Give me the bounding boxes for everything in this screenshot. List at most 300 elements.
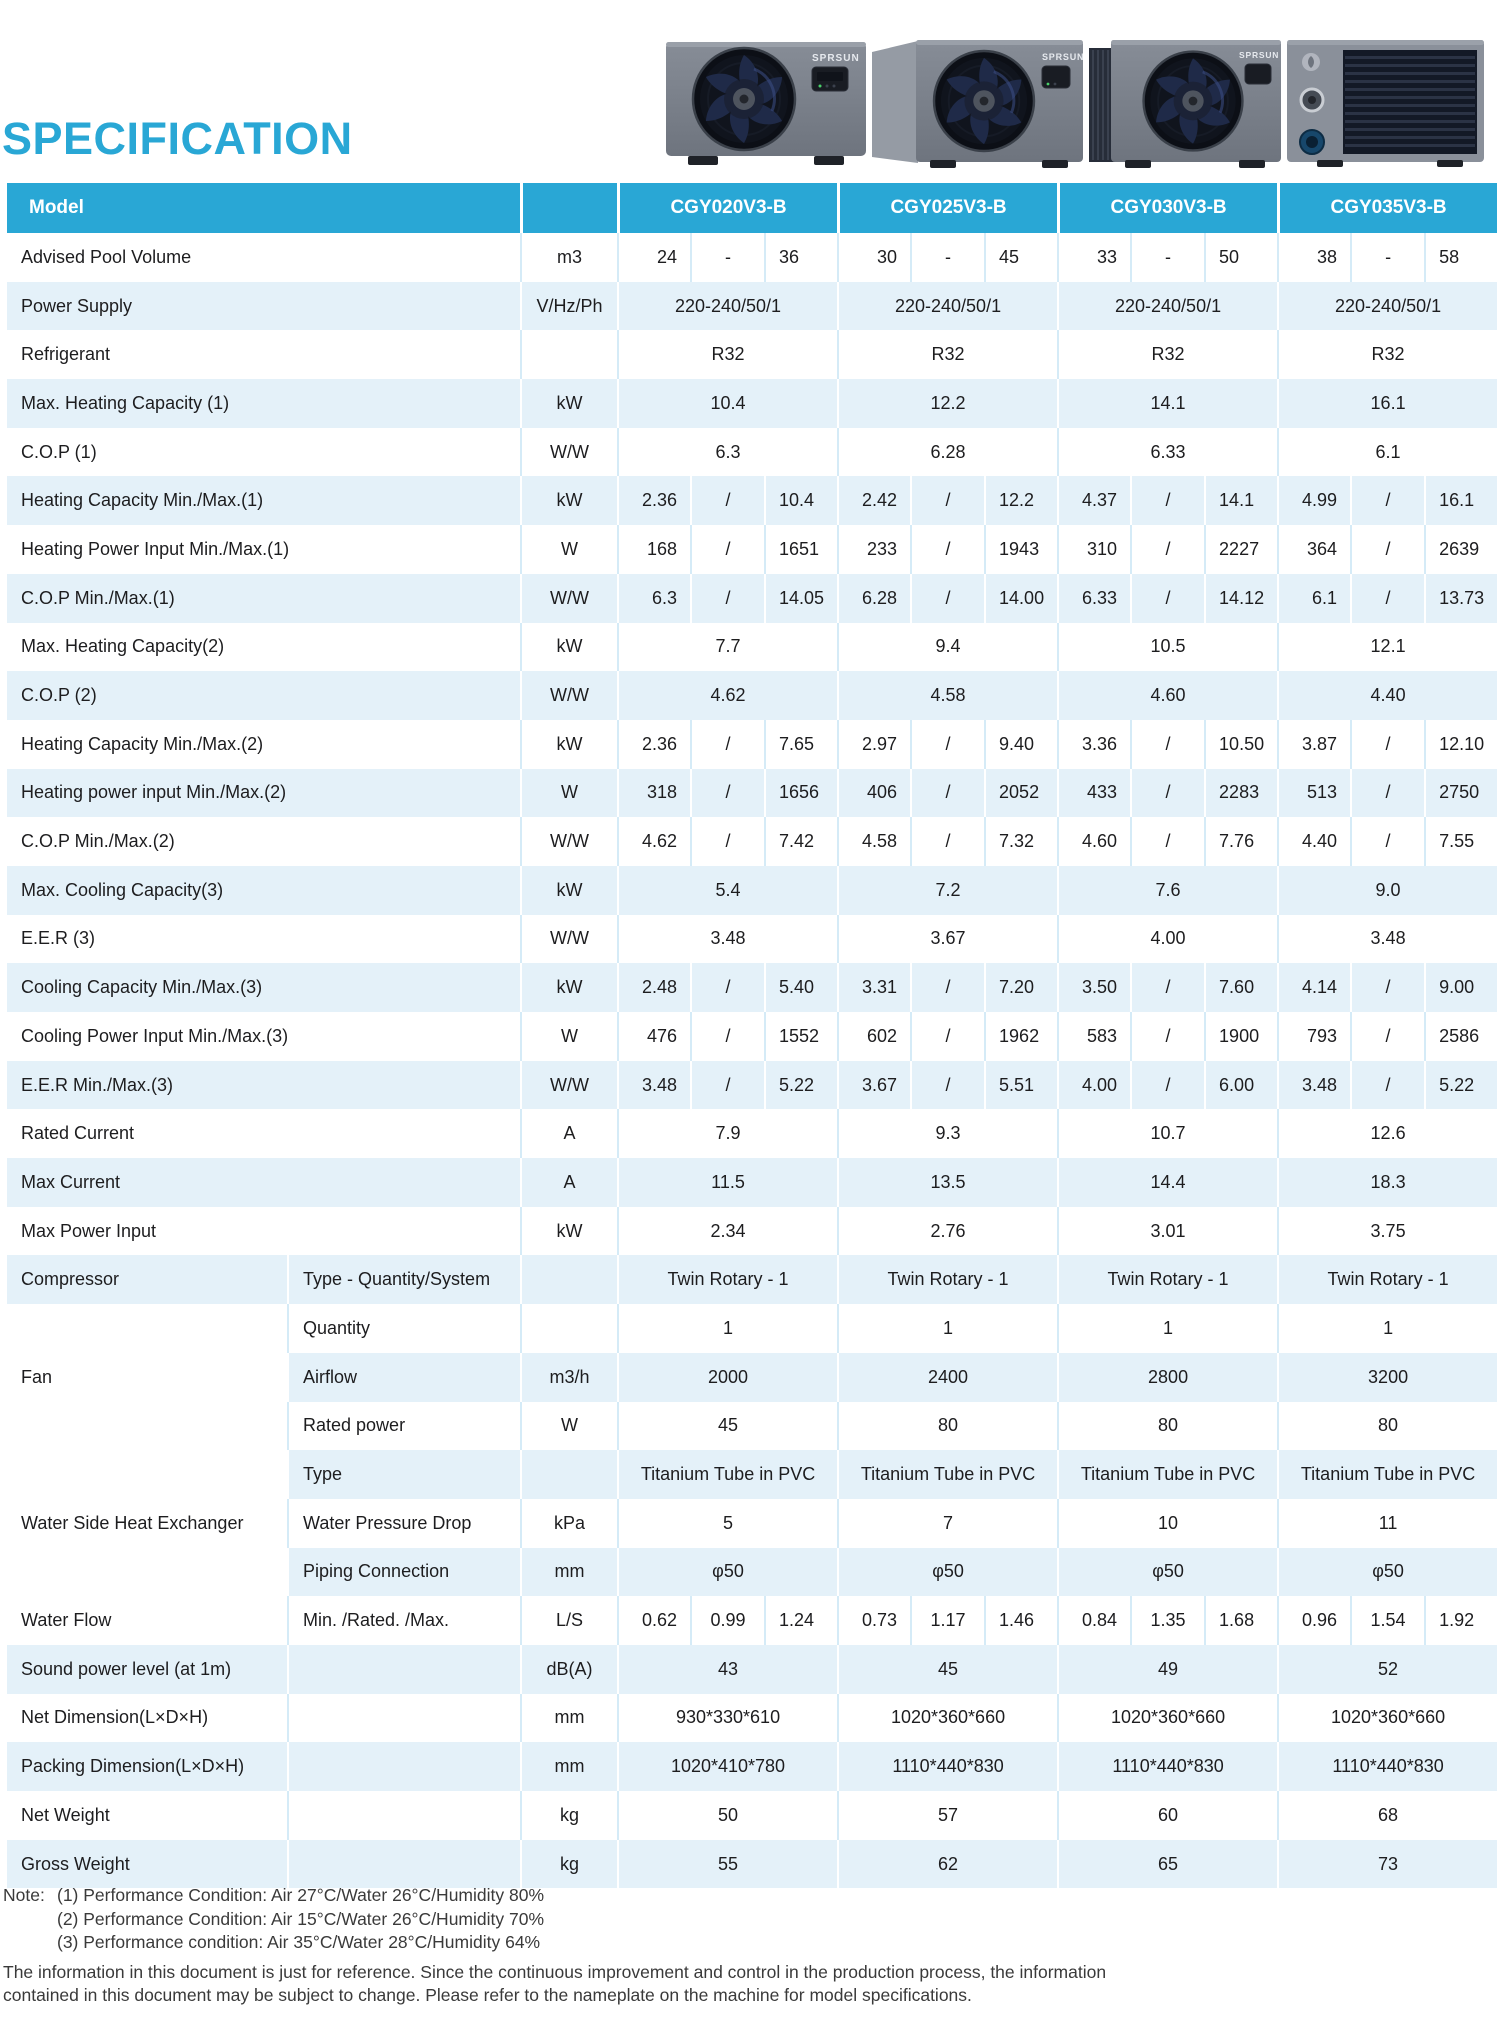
brand-logo: SPRSUN [1239, 50, 1280, 60]
value-cell: 3200 [1277, 1353, 1497, 1402]
table-row [7, 623, 1497, 672]
value-cell: 1020*360*660 [837, 1694, 1057, 1743]
value-max: 1656 [764, 769, 837, 818]
value-min: 30 [837, 233, 910, 282]
value-cell: 1110*440*830 [1277, 1742, 1497, 1791]
unit-cell: W [520, 1402, 617, 1451]
value-min: 2.36 [617, 476, 690, 525]
value-cell: 930*330*610 [617, 1694, 837, 1743]
value-max: 7.42 [764, 817, 837, 866]
row-label: Heating Capacity Min./Max.(1) [21, 490, 264, 511]
disclaimer-line-2: contained in this document may be subject to change. Please refer to the nameplate on the machine for model specifications. [3, 1985, 972, 2005]
value-min: 0.62 [617, 1596, 690, 1645]
value-cell: 2000 [617, 1353, 837, 1402]
value-cell: 1110*440*830 [1057, 1742, 1277, 1791]
value-min: 310 [1057, 525, 1130, 574]
unit-cell [520, 1304, 617, 1353]
value-max: 7.65 [764, 720, 837, 769]
unit-cell: L/S [520, 1596, 617, 1645]
value-sep: / [1350, 1061, 1424, 1110]
value-cell: 10.7 [1057, 1109, 1277, 1158]
value-max: 1651 [764, 525, 837, 574]
row-sublabel: Type [287, 1450, 520, 1499]
row-label: Advised Pool Volume [21, 246, 192, 267]
row-label: Power Supply [21, 295, 133, 316]
value-min: 433 [1057, 769, 1130, 818]
value-cell: 68 [1277, 1791, 1497, 1840]
unit-cell: V/Hz/Ph [520, 282, 617, 331]
value-cell: 80 [1057, 1402, 1277, 1451]
table-header-row [7, 183, 1497, 233]
value-cell: 50 [617, 1791, 837, 1840]
table-row [7, 1742, 1497, 1791]
value-cell: 6.3 [617, 428, 837, 477]
note-label: Note: [3, 1885, 45, 1905]
value-max: 7.20 [984, 963, 1057, 1012]
value-min: 2.42 [837, 476, 910, 525]
value-max: 1.46 [984, 1596, 1057, 1645]
row-label: Net Dimension(L×D×H) [21, 1707, 209, 1728]
table-row [7, 1012, 1497, 1061]
value-cell: 12.6 [1277, 1109, 1497, 1158]
value-min: 168 [617, 525, 690, 574]
value-cell: 3.01 [1057, 1207, 1277, 1256]
value-min: 6.33 [1057, 574, 1130, 623]
column-header-model: Model [7, 183, 520, 233]
value-sep: - [1350, 233, 1424, 282]
value-max: 6.00 [1204, 1061, 1277, 1110]
unit-cell: kW [520, 379, 617, 428]
value-max: 1943 [984, 525, 1057, 574]
unit-cell: mm [520, 1694, 617, 1743]
value-min: 2.48 [617, 963, 690, 1012]
value-cell: R32 [837, 330, 1057, 379]
value-cell: 7.2 [837, 866, 1057, 915]
row-label: Rated Current [21, 1123, 135, 1144]
note-line-1: (1) Performance Condition: Air 27°C/Water 26°C/Humidity 80% [57, 1885, 545, 1905]
row-label: E.E.R (3) [21, 928, 96, 949]
value-sep: / [690, 720, 764, 769]
row-label: Max. Cooling Capacity(3) [21, 879, 224, 900]
column-header-model-3: CGY030V3-B [1057, 183, 1277, 233]
value-sep: / [910, 963, 984, 1012]
value-min: 4.60 [1057, 817, 1130, 866]
unit-cell: W [520, 525, 617, 574]
row-label: Cooling Power Input Min./Max.(3) [21, 1025, 289, 1046]
row-label: C.O.P (1) [21, 441, 97, 462]
value-sep: / [910, 476, 984, 525]
value-cell: Twin Rotary - 1 [837, 1255, 1057, 1304]
value-max: 14.1 [1204, 476, 1277, 525]
value-cell: 7 [837, 1499, 1057, 1548]
row-label: C.O.P (2) [21, 685, 97, 706]
value-cell: 11 [1277, 1499, 1497, 1548]
unit-cell: W/W [520, 1061, 617, 1110]
value-cell: 12.2 [837, 379, 1057, 428]
disclaimer-line-1: The information in this document is just for reference. Since the continuous improvement and control in the production process, the information [3, 1962, 1107, 1982]
value-cell: 62 [837, 1840, 1057, 1889]
value-sep: / [690, 963, 764, 1012]
table-row [7, 1450, 1497, 1499]
value-min: 3.50 [1057, 963, 1130, 1012]
row-sublabel: Piping Connection [287, 1548, 520, 1597]
unit-cell: kW [520, 1207, 617, 1256]
value-max: 1.24 [764, 1596, 837, 1645]
value-max: 1.68 [1204, 1596, 1277, 1645]
value-cell: 80 [1277, 1402, 1497, 1451]
brand-logo: SPRSUN [812, 53, 860, 64]
unit-cell: kg [520, 1791, 617, 1840]
value-max: 7.76 [1204, 817, 1277, 866]
value-cell: R32 [1277, 330, 1497, 379]
value-min: 513 [1277, 769, 1350, 818]
unit-cell [520, 1255, 617, 1304]
unit-cell: kW [520, 476, 617, 525]
unit-cell: m3/h [520, 1353, 617, 1402]
value-cell: Titanium Tube in PVC [1277, 1450, 1497, 1499]
value-max: 50 [1204, 233, 1277, 282]
value-cell: 10.4 [617, 379, 837, 428]
value-max: 14.12 [1204, 574, 1277, 623]
value-sep: / [1350, 963, 1424, 1012]
row-sublabel: Airflow [287, 1353, 520, 1402]
value-min: 4.62 [617, 817, 690, 866]
value-min: 793 [1277, 1012, 1350, 1061]
value-sep: - [690, 233, 764, 282]
row-sublabel-empty [287, 1645, 520, 1694]
value-cell: 1 [1057, 1304, 1277, 1353]
row-label: C.O.P Min./Max.(2) [21, 831, 175, 852]
value-cell: 55 [617, 1840, 837, 1889]
table-row [7, 525, 1497, 574]
value-cell: 5 [617, 1499, 837, 1548]
unit-cell: W/W [520, 574, 617, 623]
table-row [7, 1207, 1497, 1256]
value-sep: / [1350, 720, 1424, 769]
value-cell: 13.5 [837, 1158, 1057, 1207]
row-sublabel-empty [287, 1742, 520, 1791]
value-cell: Titanium Tube in PVC [1057, 1450, 1277, 1499]
value-cell: 11.5 [617, 1158, 837, 1207]
value-max: 7.55 [1424, 817, 1497, 866]
table-row [7, 476, 1497, 525]
value-min: 3.48 [1277, 1061, 1350, 1110]
value-sep: / [910, 720, 984, 769]
row-label: Cooling Capacity Min./Max.(3) [21, 977, 263, 998]
unit-cell: W/W [520, 915, 617, 964]
row-group-label: Fan [7, 1304, 287, 1450]
unit-cell: mm [520, 1548, 617, 1597]
value-max: 2227 [1204, 525, 1277, 574]
value-min: 6.28 [837, 574, 910, 623]
value-sep: / [1350, 769, 1424, 818]
value-min: 33 [1057, 233, 1130, 282]
row-sublabel-empty [287, 1791, 520, 1840]
value-sep: / [1350, 1012, 1424, 1061]
value-max: 1962 [984, 1012, 1057, 1061]
value-cell: 10.5 [1057, 623, 1277, 672]
unit-cell: W/W [520, 428, 617, 477]
unit-cell [520, 330, 617, 379]
value-sep: / [910, 1061, 984, 1110]
value-cell: φ50 [1277, 1548, 1497, 1597]
unit-cell: kW [520, 963, 617, 1012]
unit-cell: dB(A) [520, 1645, 617, 1694]
unit-cell: kg [520, 1840, 617, 1889]
value-cell: 1020*410*780 [617, 1742, 837, 1791]
value-sep: / [690, 1061, 764, 1110]
value-cell: R32 [1057, 330, 1277, 379]
product-image-side-coil-view [1089, 34, 1283, 168]
value-cell: 220-240/50/1 [617, 282, 837, 331]
row-label: Max. Heating Capacity (1) [21, 392, 230, 413]
value-cell: 18.3 [1277, 1158, 1497, 1207]
value-cell: 4.62 [617, 671, 837, 720]
performance-notes [3, 1884, 544, 1955]
column-header-unit [520, 183, 617, 233]
row-label: Heating Power Input Min./Max.(1) [21, 538, 290, 559]
disclaimer [3, 1961, 1106, 2007]
value-cell: 6.28 [837, 428, 1057, 477]
value-sep: / [690, 769, 764, 818]
row-sublabel-empty [287, 1840, 520, 1889]
table-row [7, 379, 1497, 428]
value-sep: / [1130, 1061, 1204, 1110]
value-sep: / [1130, 817, 1204, 866]
table-row [7, 1694, 1497, 1743]
value-cell: 2.76 [837, 1207, 1057, 1256]
value-cell: 10 [1057, 1499, 1277, 1548]
value-min: 3.87 [1277, 720, 1350, 769]
note-lines [57, 1884, 544, 1955]
value-cell: 7.9 [617, 1109, 837, 1158]
value-sep: / [910, 1012, 984, 1061]
value-sep: / [1130, 720, 1204, 769]
table-row [7, 671, 1497, 720]
value-max: 1900 [1204, 1012, 1277, 1061]
value-max: 10.4 [764, 476, 837, 525]
product-image-angled-view [872, 34, 1085, 168]
value-cell: 1110*440*830 [837, 1742, 1057, 1791]
brand-logo: SPRSUN [1042, 52, 1085, 62]
value-sep: / [1350, 476, 1424, 525]
row-sublabel: Type - Quantity/System [287, 1255, 520, 1304]
value-max: 9.40 [984, 720, 1057, 769]
value-min: 2.97 [837, 720, 910, 769]
table-row [7, 1791, 1497, 1840]
value-min: 476 [617, 1012, 690, 1061]
unit-cell: W [520, 769, 617, 818]
spec-table [7, 183, 1497, 1888]
value-max: 7.32 [984, 817, 1057, 866]
value-min: 364 [1277, 525, 1350, 574]
value-cell: 4.58 [837, 671, 1057, 720]
value-cell: 220-240/50/1 [1057, 282, 1277, 331]
table-row [7, 866, 1497, 915]
table-row [7, 1596, 1497, 1645]
value-max: 9.00 [1424, 963, 1497, 1012]
row-label: Max. Heating Capacity(2) [21, 636, 225, 657]
value-cell: 60 [1057, 1791, 1277, 1840]
value-sep: / [1130, 1012, 1204, 1061]
unit-cell: kW [520, 866, 617, 915]
value-cell: 12.1 [1277, 623, 1497, 672]
value-cell: 57 [837, 1791, 1057, 1840]
value-cell: 7.7 [617, 623, 837, 672]
value-cell: 2400 [837, 1353, 1057, 1402]
value-max: 16.1 [1424, 476, 1497, 525]
value-max: 2750 [1424, 769, 1497, 818]
value-cell: Twin Rotary - 1 [1057, 1255, 1277, 1304]
unit-cell [520, 1450, 617, 1499]
value-cell: 1020*360*660 [1057, 1694, 1277, 1743]
value-max: 36 [764, 233, 837, 282]
unit-cell: W [520, 1012, 617, 1061]
value-cell: 45 [837, 1645, 1057, 1694]
value-cell: 4.00 [1057, 915, 1277, 964]
row-sublabel-empty [287, 1694, 520, 1743]
value-min: 602 [837, 1012, 910, 1061]
table-row [7, 330, 1497, 379]
row-label: C.O.P Min./Max.(1) [21, 587, 175, 608]
value-max: 5.40 [764, 963, 837, 1012]
value-sep: / [910, 769, 984, 818]
value-cell: 3.67 [837, 915, 1057, 964]
value-sep: 0.99 [690, 1596, 764, 1645]
value-cell: 3.48 [1277, 915, 1497, 964]
note-line-2: (2) Performance Condition: Air 15°C/Water 26°C/Humidity 70% [57, 1908, 545, 1929]
value-cell: 1020*360*660 [1277, 1694, 1497, 1743]
row-label: E.E.R Min./Max.(3) [21, 1074, 174, 1095]
value-cell: 2800 [1057, 1353, 1277, 1402]
value-cell: 6.33 [1057, 428, 1277, 477]
table-row [7, 769, 1497, 818]
value-sep: / [1130, 963, 1204, 1012]
column-header-model-4: CGY035V3-B [1277, 183, 1497, 233]
value-cell: φ50 [837, 1548, 1057, 1597]
value-cell: 14.4 [1057, 1158, 1277, 1207]
row-group-label: Water Flow [21, 1610, 112, 1631]
value-max: 5.51 [984, 1061, 1057, 1110]
table-row [7, 817, 1497, 866]
product-image-rear-coil-view [1287, 36, 1484, 168]
table-row [7, 1840, 1497, 1889]
value-max: 2283 [1204, 769, 1277, 818]
value-cell: 3.75 [1277, 1207, 1497, 1256]
value-sep: 1.35 [1130, 1596, 1204, 1645]
product-images [664, 28, 1488, 168]
value-cell: 1 [1277, 1304, 1497, 1353]
value-min: 4.00 [1057, 1061, 1130, 1110]
row-sublabel: Quantity [287, 1304, 520, 1353]
row-label: Heating power input Min./Max.(2) [21, 782, 287, 803]
unit-cell: kW [520, 623, 617, 672]
table-row [7, 915, 1497, 964]
value-sep: - [910, 233, 984, 282]
value-cell: 9.3 [837, 1109, 1057, 1158]
value-cell: 65 [1057, 1840, 1277, 1889]
row-label: Heating Capacity Min./Max.(2) [21, 733, 264, 754]
value-min: 406 [837, 769, 910, 818]
value-max: 1552 [764, 1012, 837, 1061]
table-row [7, 1158, 1497, 1207]
value-cell: 4.60 [1057, 671, 1277, 720]
row-sublabel: Water Pressure Drop [287, 1499, 520, 1548]
value-cell: φ50 [1057, 1548, 1277, 1597]
value-cell: 9.0 [1277, 866, 1497, 915]
value-cell: 52 [1277, 1645, 1497, 1694]
value-min: 0.84 [1057, 1596, 1130, 1645]
value-max: 13.73 [1424, 574, 1497, 623]
row-label: Max Current [21, 1171, 121, 1192]
value-min: 2.36 [617, 720, 690, 769]
value-cell: 43 [617, 1645, 837, 1694]
value-min: 3.36 [1057, 720, 1130, 769]
value-sep: / [910, 817, 984, 866]
value-max: 14.00 [984, 574, 1057, 623]
value-cell: 7.6 [1057, 866, 1277, 915]
value-cell: 1 [837, 1304, 1057, 1353]
value-sep: / [690, 476, 764, 525]
value-cell: 2.34 [617, 1207, 837, 1256]
value-max: 2586 [1424, 1012, 1497, 1061]
value-sep: / [1130, 525, 1204, 574]
value-cell: Titanium Tube in PVC [617, 1450, 837, 1499]
value-min: 3.31 [837, 963, 910, 1012]
value-sep: / [1350, 525, 1424, 574]
row-label: Gross Weight [21, 1853, 130, 1874]
value-cell: φ50 [617, 1548, 837, 1597]
value-min: 233 [837, 525, 910, 574]
row-label: Packing Dimension(L×D×H) [21, 1756, 245, 1777]
unit-cell: kPa [520, 1499, 617, 1548]
value-cell: R32 [617, 330, 837, 379]
value-cell: 80 [837, 1402, 1057, 1451]
value-cell: 16.1 [1277, 379, 1497, 428]
value-min: 4.14 [1277, 963, 1350, 1012]
value-sep: / [690, 574, 764, 623]
unit-cell: m3 [520, 233, 617, 282]
value-cell: 220-240/50/1 [837, 282, 1057, 331]
value-max: 12.10 [1424, 720, 1497, 769]
unit-cell: mm [520, 1742, 617, 1791]
row-label: Net Weight [21, 1804, 110, 1825]
value-max: 5.22 [1424, 1061, 1497, 1110]
value-min: 0.73 [837, 1596, 910, 1645]
row-group-label: Water Side Heat Exchanger [7, 1450, 287, 1596]
row-label: Max Power Input [21, 1220, 157, 1241]
value-sep: / [1350, 817, 1424, 866]
product-image-front-view [664, 34, 868, 168]
row-label: Refrigerant [21, 344, 111, 365]
value-cell: 9.4 [837, 623, 1057, 672]
unit-cell: W/W [520, 817, 617, 866]
value-max: 58 [1424, 233, 1497, 282]
value-cell: 3.48 [617, 915, 837, 964]
unit-cell: A [520, 1158, 617, 1207]
value-cell: Twin Rotary - 1 [1277, 1255, 1497, 1304]
value-sep: / [910, 574, 984, 623]
value-min: 583 [1057, 1012, 1130, 1061]
value-cell: 49 [1057, 1645, 1277, 1694]
value-max: 7.60 [1204, 963, 1277, 1012]
note-line-3: (3) Performance condition: Air 35°C/Water 28°C/Humidity 64% [57, 1932, 541, 1952]
value-cell: 1 [617, 1304, 837, 1353]
value-sep: / [690, 1012, 764, 1061]
table-row [7, 282, 1497, 331]
value-min: 0.96 [1277, 1596, 1350, 1645]
value-min: 6.3 [617, 574, 690, 623]
